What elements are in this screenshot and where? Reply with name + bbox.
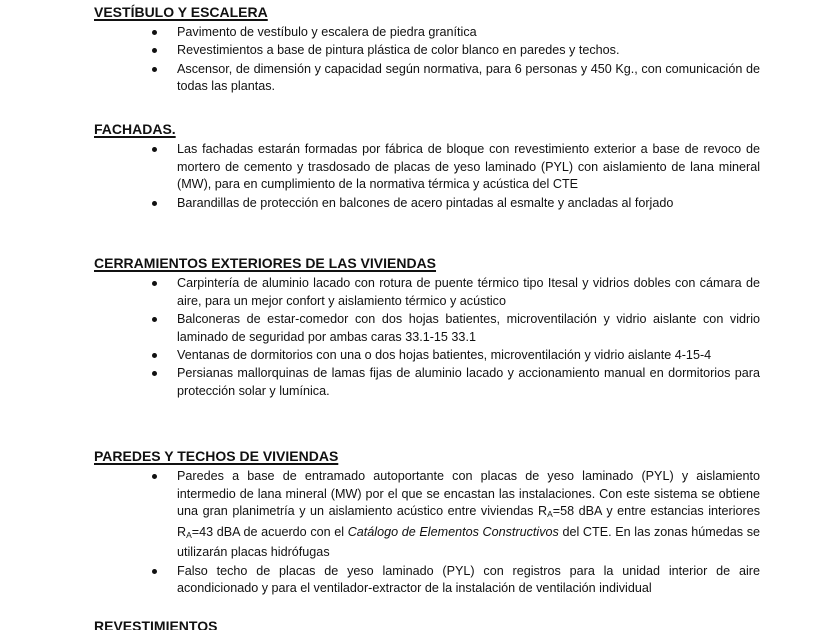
list-item: Revestimientos a base de pintura plástica de color blanco en paredes y techos. xyxy=(0,42,760,60)
section-heading: PAREDES Y TECHOS DE VIVIENDAS xyxy=(94,448,339,464)
list-item: Persianas mallorquinas de lamas fijas de aluminio lacado y accionamiento manual en dormitorios para protección solar y lumínica. xyxy=(0,365,760,400)
bullet-icon xyxy=(152,474,157,479)
bullet-icon xyxy=(152,353,157,358)
bullet-icon xyxy=(152,281,157,286)
section-heading: VESTÍBULO Y ESCALERA xyxy=(94,4,268,20)
section-heading: FACHADAS. xyxy=(94,121,176,137)
list-item: Falso techo de placas de yeso laminado (PYL) con registros para la unidad interior de aire acondicionado y para el ventilador-extractor de la instalación de ventilación individual xyxy=(0,563,760,598)
bullet-icon xyxy=(152,371,157,376)
bullet-icon xyxy=(152,147,157,152)
bullet-list xyxy=(0,468,840,599)
bullet-icon xyxy=(152,67,157,72)
bullet-icon xyxy=(152,317,157,322)
section-heading: REVESTIMIENTOS xyxy=(94,618,218,630)
bullet-icon xyxy=(152,30,157,35)
bullet-list xyxy=(0,24,840,97)
list-item: Barandillas de protección en balcones de acero pintadas al esmalte y ancladas al forjado xyxy=(0,195,760,213)
bullet-icon xyxy=(152,201,157,206)
list-item: Pavimento de vestíbulo y escalera de piedra granítica xyxy=(0,24,760,42)
section-heading: CERRAMIENTOS EXTERIORES DE LAS VIVIENDAS xyxy=(94,255,437,271)
list-item: Ascensor, de dimensión y capacidad según normativa, para 6 personas y 450 Kg., con comunicación de todas las plantas. xyxy=(0,61,760,96)
bullet-icon xyxy=(152,48,157,53)
bullet-list xyxy=(0,275,840,401)
list-item: Paredes a base de entramado autoportante con placas de yeso laminado (PYL) y aislamiento intermedio de lana mineral (MW) por el que se encastan las instalaciones. Con este sistema se obtiene una gran planimetría y un aislamiento acústico entre viviendas $R_A=58$ dBA y entre estancias interiores $R_A=43$ dBA de acuerdo con el Catálogo de Elementos Constructivos del CTE. En las zonas húmedas se utilizarán placas hidrófugas xyxy=(0,468,760,562)
list-item: Ventanas de dormitorios con una o dos hojas batientes, microventilación y vidrio aislante 4-15-4 xyxy=(0,347,760,365)
list-item: Las fachadas estarán formadas por fábrica de bloque con revestimiento exterior a base de revoco de mortero de cemento y trasdosado de placas de yeso laminado (PYL) con aislamiento de lana mineral (MW), para en cumplimiento de la normativa térmica y acústica del CTE xyxy=(0,141,760,194)
list-item: Balconeras de estar-comedor con dos hojas batientes, microventilación y vidrio aislante con vidrio laminado de seguridad por ambas caras 33.1-15 33.1 xyxy=(0,311,760,346)
bullet-list xyxy=(0,141,840,213)
list-item: Carpintería de aluminio lacado con rotura de puente térmico tipo Itesal y vidrios dobles con cámara de aire, para un mejor confort y aislamiento térmico y acústico xyxy=(0,275,760,310)
bullet-icon xyxy=(152,569,157,574)
